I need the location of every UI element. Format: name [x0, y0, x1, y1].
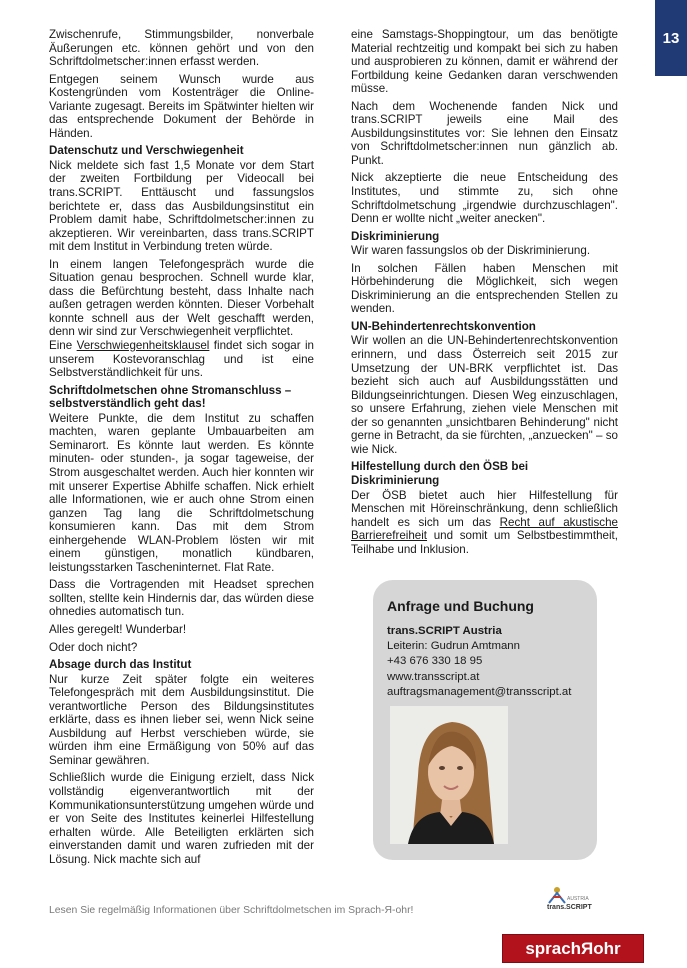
logo-subtitle: AUSTRIA [567, 896, 589, 902]
contact-company: trans.SCRIPT Austria [387, 625, 502, 637]
page-number-tab [655, 0, 687, 76]
paragraph: Dass die Vortragenden mit Headset sprechen sollten, stellte kein Hindernis dar, das würden diese ohnedies automatisch tun. [49, 578, 314, 619]
barrierefreiheit-link[interactable]: Recht auf akustische Barrierefreiheit [351, 515, 618, 543]
footer-note: Lesen Sie regelmäßig Informationen über Schriftdolmetschen im Sprach-Я-ohr! [49, 905, 414, 916]
paragraph: Oder doch nicht? [49, 640, 138, 654]
paragraph: Nach dem Wochenende fanden Nick und trans.SCRIPT jeweils eine Mail des Ausbildungsinstitutes vor: Sie lehnen den Einsatz von Schriftdolmetscher:innen nun gänzlich ab. Punkt. [351, 99, 618, 167]
paragraph: Weitere Punkte, die dem Institut zu schaffen machten, waren geplante Umbauarbeiten am Seminarort. Es könnte laut werden. Es könnte minuten- oder stunden-, ja sogar tageweise, der Strom ausgeschaltet werden. Auch hier konnten wir mit unserer Expertise Abhilfe schaffen. Nick erhielt alle Informationen, wie er auch ohne Strom einen ganzen Tag lang die Schriftdolmetschung konsumieren kann. Das mit dem Strom einhergehende WLAN-Problem lösten wir mit einem günstigen, monatlich kündbaren, leistungsstarken Tascheninternet. Flat Rate. [49, 411, 314, 574]
section-heading: UN-Behindertenrechtskonvention [351, 319, 536, 333]
section-heading: Diskriminierung [351, 229, 440, 243]
paragraph: Nick akzeptierte die neue Entscheidung des Institutes, und stimmte zu, sich ohne Schriftdolmetschung „irgendwie durchzuschlagen". Denn er wollte nicht „weiter anecken". [351, 171, 618, 226]
section-heading: Hilfestellung durch den ÖSB bei Diskriminierung [351, 460, 529, 487]
section-heading: Schriftdolmetschen ohne Stromanschluss – selbstverständlich geht das! [49, 383, 292, 411]
portrait-illustration [390, 706, 508, 844]
paragraph: eine Samstags-Shoppingtour, um das benötigte Material rechtzeitig und kompakt bei sich zu haben und ausprobieren zu können, damit er während der Fortbildung keine Gedanken daran verschwenden müsse. [351, 28, 618, 96]
text: findet sich sogar in unserem Kostevoranschlag und ist eine Selbstverständlichkeit für uns. [49, 339, 314, 380]
portrait-photo [390, 706, 508, 844]
brand-name: sprachЯohr [525, 939, 621, 958]
paragraph: Schließlich wurde die Einigung erzielt, dass Nick vollständig eigenverantwortlich mit der Kommunikationsunterstützung umgehen würde und er von Seite des Institutes keinerlei Hilfestellung erhalten würde. Alle Beteiligten erklärten sich einverstanden damit und waren zufrieden mit der Lösung. Nick machte sich auf [49, 771, 314, 866]
paragraph: In einem langen Telefongespräch wurde die Situation genau besprochen. Schnell wurde klar, dass die Befürchtung besteht, dass Inhalte nach außen getragen werden könnten. Dieser Vorbehalt konnte schnell aus der Welt geschafft werden, denn wir sind zur Verschwiegenheit verpflichtet. [49, 257, 314, 339]
text: und somit um Selbstbestimmtheit, Teilhabe und Inklusion. [351, 529, 618, 556]
contact-phone[interactable]: +43 676 330 18 95 [387, 655, 483, 668]
sprachrohr-logo [502, 934, 644, 963]
paragraph: Nur kurze Zeit später folgte ein weiteres Telefongespräch mit dem Ausbildungsinstitut. Die verantwortliche Person des Bildungsinstitutes erklärte, dass es ihnen lieber sei, wenn Nick seine Ausbildung auf Herbst verschieben würde, sie würden ihm eine Ermäßigung von 50% auf das Seminar gewähren. [49, 672, 314, 767]
contact-website[interactable]: www.transscript.at [387, 670, 480, 683]
paragraph: Nick meldete sich fast 1,5 Monate vor dem Start der zweiten Fortbildung per Videocall bei trans.SCRIPT. Enttäuscht und fassungslos berichtete er, dass das Ausbildungsinstitut ein Problem damit habe, Schriftdolmetscher:innen zu akzeptieren. Wir vereinbarten, dass trans.SCRIPT mit dem Institut in Verbindung treten würde. [49, 158, 314, 254]
paragraph: Wir waren fassungslos ob der Diskriminierung. [351, 244, 591, 258]
paragraph: In solchen Fällen haben Menschen mit Hörbehinderung die Möglichkeit, sich wegen Diskriminierung an die entsprechenden Stellen zu wenden. [351, 261, 618, 316]
section-heading: Datenschutz und Verschwiegenheit [49, 144, 244, 158]
contact-email[interactable]: auftragsmanagement@transscript.at [387, 685, 572, 698]
page-number: 13 [662, 30, 680, 47]
section-heading: Absage durch das Institut [49, 658, 192, 672]
transscript-logo [545, 885, 595, 915]
paragraph-with-link [49, 339, 314, 380]
paragraph-with-link [351, 489, 618, 557]
contact-title: Anfrage und Buchung [387, 598, 534, 614]
left-column [49, 28, 314, 870]
paragraph: Zwischenrufe, Stimmungsbilder, nonverbale Äußerungen etc. können gehört und von den Schriftdolmetscher:innen erfasst werden. [49, 28, 314, 69]
contact-box [373, 580, 597, 860]
transscript-logo-icon [545, 885, 595, 905]
paragraph: Entgegen seinem Wunsch wurde aus Kostengründen vom Kostenträger die Online-Variante zugesagt. Bereits im Spätwinter hielten wir das entsprechende Dokument der Behörde in Händen. [49, 72, 314, 140]
paragraph: Alles geregelt! Wunderbar! [49, 622, 187, 636]
verschwiegenheitsklausel-link[interactable]: Verschwiegenheitsklausel [76, 339, 210, 353]
logo-name: trans.SCRIPT [547, 904, 592, 911]
text: Der ÖSB bietet auch hier Hilfestellung für Menschen mit Höreinschränkung, denn schließlich handelt es sich um das [351, 488, 618, 529]
contact-lead: Leiterin: Gudrun Amtmann [387, 640, 520, 653]
contact-details [387, 624, 571, 700]
text: Eine [49, 339, 73, 353]
paragraph: Wir wollen an die UN-Behindertenrechtskonvention erinnern, und dass Österreich seit 2015 zur Umsetzung der UN-BRK verpflichtet ist. Das bezieht sich auch auf Ausbildungsstätten und Bildungseinrichtungen. Diesen Weg einzuschlagen, so unsere Erfahrung, ziehen viele Menschen mit der so genannten „unsichtbaren Behinderung" nicht gerne in Betracht, da sie fürchten, „anzuecken" – so wie Nick. [351, 334, 618, 456]
right-column [351, 28, 618, 560]
